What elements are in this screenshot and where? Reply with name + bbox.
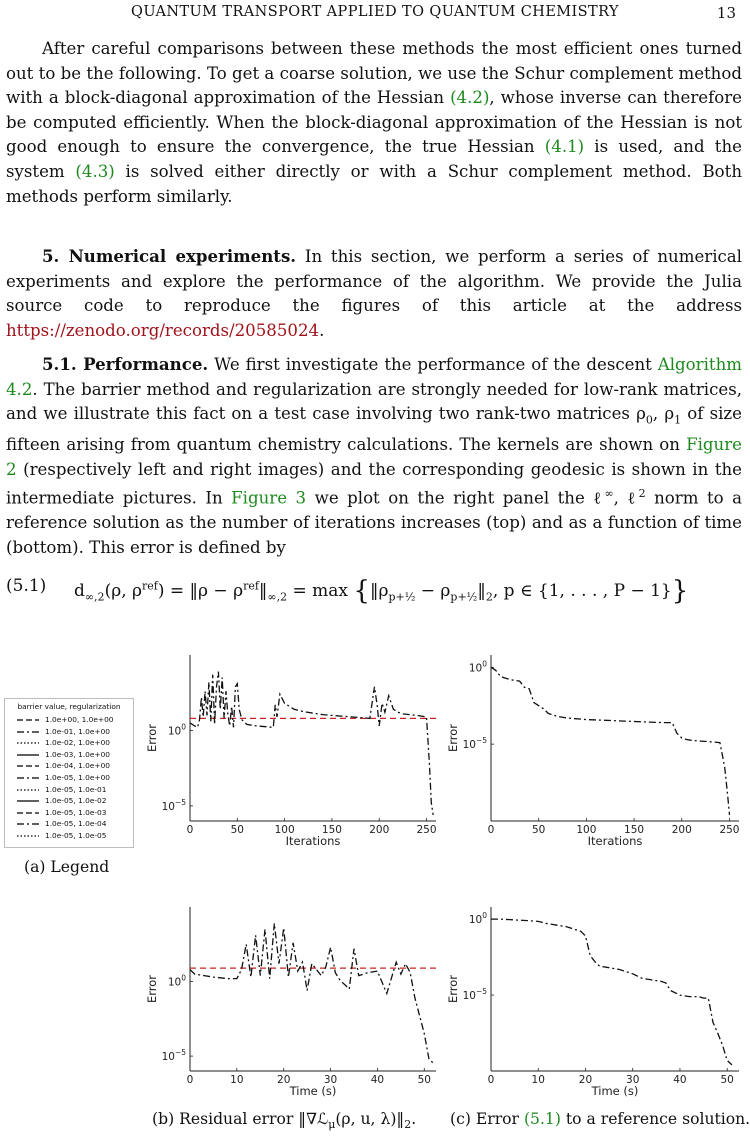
eq-sub: ∞,2 [267, 590, 288, 604]
text: , ℓ [613, 488, 639, 508]
legend-entry-label: 1.0e-04, 1.0e+00 [45, 761, 110, 771]
text: After careful comparisons between these methods the most efficient ones turned out to be the following. To get a coarse solution, we use the Schur complement method with a block-diagonal approximation of the Hessian [6, 39, 742, 108]
legend-line-sample [15, 762, 41, 770]
caption-c [450, 1110, 750, 1128]
eq-part: , p ∈ {1, . . . , P − 1} [492, 581, 672, 601]
subscript: 0 [645, 413, 653, 427]
legend-entry-label: 1.0e-05, 1.0e-03 [45, 807, 107, 817]
x-tick-label: 0 [186, 1074, 194, 1086]
y-axis-title: Error [446, 974, 460, 1004]
equation-link[interactable]: (4.3) [75, 161, 115, 181]
x-tick-label: 0 [487, 824, 495, 836]
subsection-heading: 5.1. Performance. [42, 354, 209, 374]
text: , ρ [652, 404, 675, 424]
legend-line-sample [15, 809, 41, 817]
text: In this section, we perform a series of numerical experiments and explore the performance of the algorithm. We provide the Julia source code to reproduce the figures of this article at the address [6, 247, 742, 316]
equation-link[interactable]: (4.2) [450, 88, 490, 108]
x-tick-label: 0 [487, 1074, 495, 1086]
legend-line-sample [15, 832, 41, 840]
legend-line-sample [15, 786, 41, 794]
legend-line-sample [15, 728, 41, 736]
x-tick-label: 150 [624, 824, 645, 836]
caption-text: to a reference solution. [560, 1110, 750, 1128]
x-tick-label: 50 [417, 1074, 431, 1086]
text: . [319, 320, 325, 340]
text: of size fifteen arising from quantum chemistry calculations. The kernels are shown on [6, 404, 742, 455]
x-axis-title: Iterations [285, 834, 341, 848]
legend-entry [15, 738, 131, 748]
legend-entry-label: 1.0e-05, 1.0e-02 [45, 796, 107, 806]
eq-sub: p+½ [450, 590, 478, 604]
error-series-line [190, 923, 434, 1063]
subscript: 1 [674, 413, 682, 427]
eq-brace: { [353, 576, 370, 606]
legend-entry [15, 773, 131, 783]
caption-text: . [411, 1110, 417, 1128]
plot-legend [4, 698, 134, 848]
x-tick-label: 200 [671, 824, 692, 836]
eq-part: (ρ, ρ [104, 581, 142, 601]
chart-bottom-right [446, 907, 739, 1098]
x-tick-label: 0 [186, 824, 194, 836]
x-tick-label: 50 [720, 1074, 734, 1086]
legend-line-sample [15, 716, 41, 724]
eq-part: = max [287, 581, 348, 601]
x-tick-label: 30 [323, 1074, 338, 1086]
caption-sub: 2 [404, 1118, 412, 1132]
legend-title: barrier value, regularization [17, 702, 121, 711]
legend-entry [15, 715, 131, 725]
text: we plot on the right panel the ℓ [306, 488, 605, 508]
legend-line-sample [15, 739, 41, 747]
eq-part: ‖ [477, 581, 486, 601]
eq-part: ‖ [258, 581, 268, 601]
eq-part: ) = ‖ρ − ρ [157, 581, 244, 601]
x-axis-title: Time (s) [289, 1084, 337, 1098]
legend-entry-label: 1.0e-01, 1.0e+00 [45, 726, 110, 736]
text: . The barrier method and regularization are strongly needed for low-rank matrices, and we illustrate this fact on a test case involving two rank-two matrices ρ [6, 379, 742, 424]
paragraph-schur [6, 37, 742, 209]
legend-entry-label: 1.0e-05, 1.0e+00 [45, 773, 110, 782]
legend-entry-label: 1.0e-05, 1.0e-04 [45, 819, 107, 829]
legend-entry [15, 819, 131, 829]
x-axis-title: Time (s) [591, 1084, 639, 1098]
superscript: ∞ [604, 487, 614, 501]
equation-link[interactable]: (4.1) [544, 137, 585, 157]
page-number: 13 [716, 4, 736, 22]
section-numerical-experiments [6, 244, 742, 343]
caption-text: (c) Error [450, 1110, 524, 1128]
eq-sup: ref [243, 579, 259, 593]
legend-entry [15, 750, 131, 760]
legend-line-sample [15, 797, 41, 805]
legend-line-sample [15, 751, 41, 759]
x-tick-label: 10 [531, 1074, 545, 1086]
y-tick-label: $10^0$ [167, 973, 186, 989]
legend-line-sample [15, 774, 41, 782]
text: is used, and the system [6, 137, 742, 181]
legend-line-sample [15, 820, 41, 828]
superscript: 2 [638, 487, 646, 501]
x-tick-label: 40 [673, 1074, 687, 1086]
legend-entry-label: 1.0e-05, 1.0e-01 [45, 784, 107, 794]
y-tick-label: $10^0$ [468, 911, 487, 927]
y-tick-label: $10^0$ [167, 722, 186, 738]
equation-link[interactable]: (5.1) [523, 1110, 561, 1128]
eq-sub: ∞,2 [84, 590, 105, 604]
section-performance [6, 352, 742, 561]
legend-entry [15, 796, 131, 806]
x-tick-label: 150 [321, 824, 342, 836]
text: (respectively left and right images) and the corresponding geodesic is shown in the intermediate pictures. In [6, 459, 742, 508]
caption-a: (a) Legend [24, 858, 110, 876]
x-tick-label: 50 [532, 824, 546, 836]
legend-entry-label: 1.0e-05, 1.0e-05 [45, 831, 107, 840]
chart-top-right [446, 655, 739, 848]
caption-text: (b) Residual error ‖∇ℒ [152, 1110, 329, 1128]
text: norm to a reference solution as the number of iterations increases (top) and as a function of time (bottom). This error is defined by [6, 488, 743, 557]
x-axis-title: Iterations [587, 834, 643, 848]
equation-number: (5.1) [6, 576, 47, 596]
x-tick-label: 20 [277, 1074, 291, 1086]
chart-top-left [145, 655, 437, 848]
y-tick-label: $10^{-5}$ [462, 736, 487, 752]
figure3-link[interactable]: Figure 3 [231, 488, 307, 508]
legend-entry [15, 727, 131, 737]
x-tick-label: 40 [370, 1074, 385, 1086]
eq-part: − ρ [415, 581, 451, 601]
eq-part: d [74, 581, 85, 601]
zenodo-link[interactable]: https://zenodo.org/records/20585024 [6, 320, 320, 340]
legend-entry-label: 1.0e-02, 1.0e+00 [45, 738, 110, 748]
eq-sub: p+½ [388, 590, 416, 604]
caption-sub: μ [328, 1118, 336, 1132]
x-tick-label: 100 [274, 824, 295, 836]
text: is solved either directly or with a Schur complement method. Both methods perform similarly. [6, 161, 743, 206]
eq-part: ‖ρ [369, 581, 389, 601]
y-axis-title: Error [145, 723, 159, 753]
x-tick-label: 100 [576, 824, 597, 836]
page-header [0, 4, 750, 24]
x-tick-label: 30 [626, 1074, 640, 1086]
equation-body [74, 576, 688, 606]
running-title: QUANTUM TRANSPORT APPLIED TO QUANTUM CHEMISTRY [131, 4, 619, 20]
chart-bottom-left [145, 907, 436, 1098]
text: , whose inverse can therefore be computed efficiently. When the block-diagonal approximation of the Hessian is not good enough to ensure the convergence, the true Hessian [6, 88, 742, 157]
x-tick-label: 250 [719, 824, 740, 836]
legend-entry [15, 785, 131, 795]
eq-sub: 2 [485, 590, 493, 604]
legend-entry [15, 761, 131, 771]
equation-5-1 [6, 568, 742, 608]
legend-entry [15, 831, 131, 841]
error-series-line [491, 667, 730, 815]
y-axis-title: Error [446, 723, 460, 753]
legend-entry-label: 1.0e-03, 1.0e+00 [45, 749, 110, 759]
y-tick-label: $10^{-5}$ [462, 987, 487, 1003]
x-tick-label: 200 [369, 824, 390, 836]
eq-brace: } [671, 576, 689, 606]
x-tick-label: 250 [416, 824, 437, 836]
caption-text: (ρ, u, λ)‖ [335, 1110, 405, 1128]
x-tick-label: 50 [230, 824, 244, 836]
text: We first investigate the performance of the descent [208, 355, 658, 374]
x-tick-label: 10 [230, 1074, 244, 1086]
legend-entry-label: 1.0e+00, 1.0e+00 [45, 715, 114, 724]
algorithm-link[interactable]: Algorithm 4.2 [6, 355, 742, 399]
error-series-line [190, 672, 433, 815]
y-tick-label: $10^{-5}$ [161, 797, 186, 813]
y-tick-label: $10^{-5}$ [161, 1048, 186, 1064]
figure2-link[interactable]: Figure 2 [6, 435, 742, 479]
caption-b [152, 1110, 416, 1131]
legend-entry [15, 808, 131, 818]
y-tick-label: $10^0$ [468, 659, 487, 675]
eq-sup: ref [142, 579, 158, 593]
section-heading: 5. Numerical experiments. [42, 246, 297, 266]
x-tick-label: 20 [578, 1074, 593, 1086]
error-series-line [491, 919, 732, 1065]
y-axis-title: Error [145, 974, 159, 1004]
